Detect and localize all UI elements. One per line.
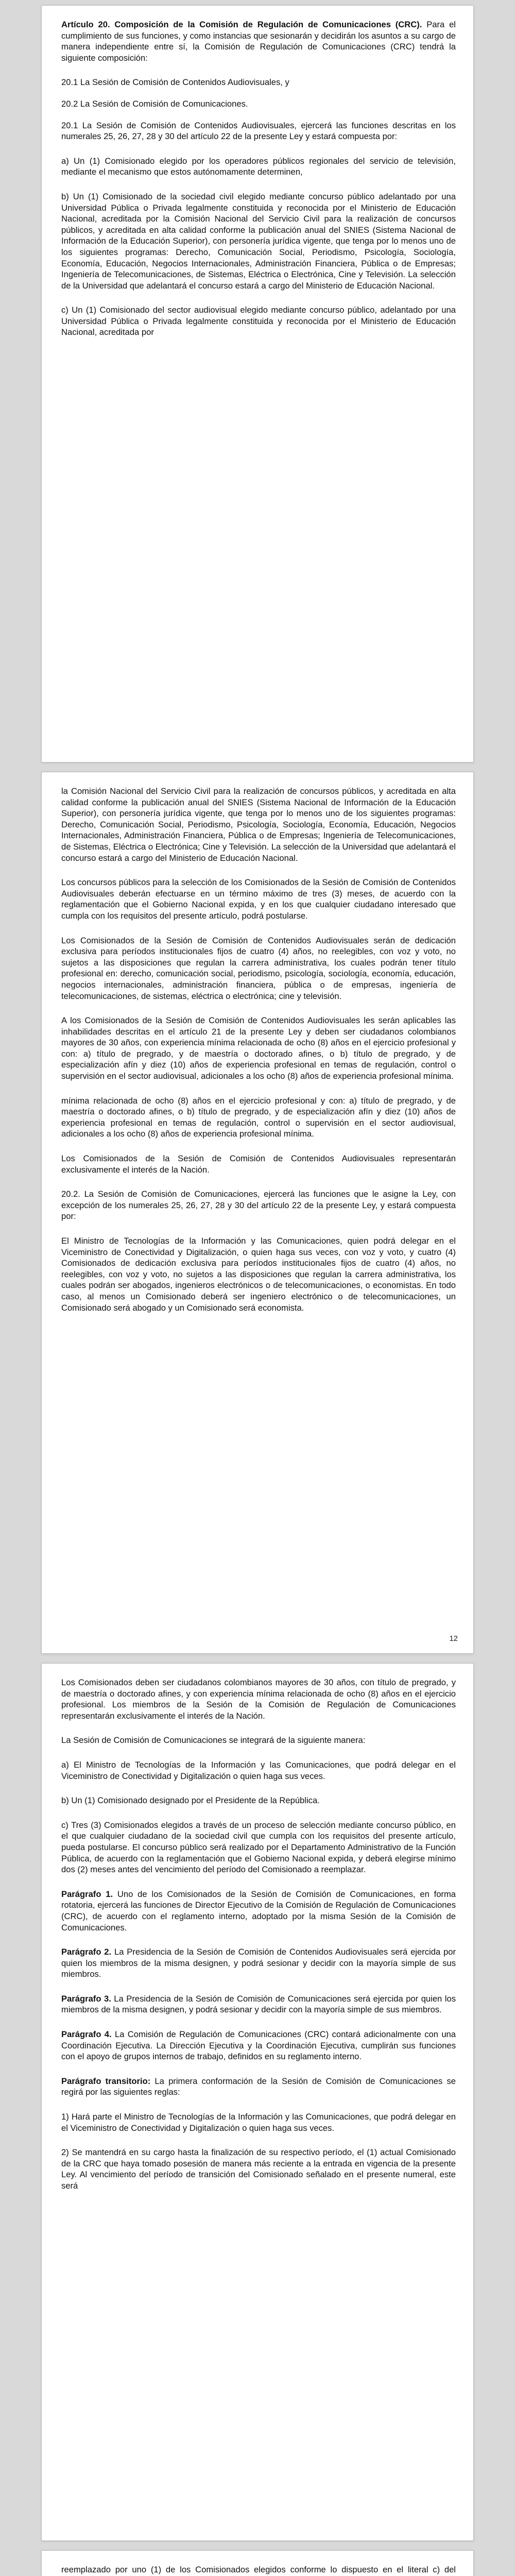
- document-page-4: [41, 2550, 474, 2576]
- paragraph: a) El Ministro de Tecnologías de la Información y las Comunicaciones, que podrá delegar en el Viceministro de Conectividad y Digitalización o quien haga sus veces.: [61, 1759, 456, 1781]
- paragraph: Los Comisionados deben ser ciudadanos colombianos mayores de 30 años, con título de pregrado, y de maestría o doctorado afines, y con experiencia mínima relacionada de ocho (8) años en el ejercicio profesional. Los miembros de la Sesión de la Comisión de Regulación de Comunicaciones representarán exclusivamente el interés de la Nación.: [61, 1677, 456, 1721]
- paragraph: El Ministro de Tecnologías de la Información y las Comunicaciones, quien podrá delegar en el Viceministro de Conectividad y Digitalización, o quien haga sus veces, con voz y voto, y cuatro (4) Comisionados de dedicación exclusiva para períodos institucionales fijos de cuatro (4) años, no reelegibles, con voz y voto, no sujetos a las disposiciones que regulan la carrera administrativa, los cuales podrán ser abogados, ingenieros electrónicos o de telecomunicaciones, o economistas. En todo caso, al menos un Comisionado deberá ser ingeniero electrónico o de telecomunicaciones, un Comisionado será abogado y un Comisionado será economista.: [61, 1236, 456, 1313]
- page-number: 12: [449, 1634, 458, 1643]
- paragrafo-1: [61, 1889, 456, 1933]
- paragraph: b) Un (1) Comisionado de la sociedad civil elegido mediante concurso público adelantado por una Universidad Pública o Privada legalmente constituida y reconocida por el Ministerio de Educación Nacional, acreditada por la Comisión Nacional del Servicio Civil para la realización de concursos públicos, y acreditada en alta calidad conforme la publicación anual del SNIES (Sistema Nacional de Información de la Educación Superior), con personería jurídica vigente, que tenga por lo menos uno de los siguientes programas: Derecho, Comunicación Social, Periodismo, Psicología, Sociología, Economía, Educación, Negocios Internacionales, Administración Financiera, Pública o de Empresas; Ingeniería de Telecomunicaciones, de Sistemas, Eléctrica o Electrónica, Cine y Televisión. La selección de la Universidad que adelantará el concurso estará a cargo del Ministerio de Educación Nacional.: [61, 191, 456, 291]
- paragraph: mínima relacionada de ocho (8) años en el ejercicio profesional y con: a) título de pregrado, y de maestría o doctorado afines, o b) título de pregrado, y de especialización afín y diez (10) años de experiencia profesional en temas de regulación, control o supervisión en el sector audiovisual, adicionales a los ocho (8) años de experiencia profesional mínima.: [61, 1095, 456, 1139]
- paragraph: la Comisión Nacional del Servicio Civil para la realización de concursos públicos, y acreditada en alta calidad conforme la publicación anual del SNIES (Sistema Nacional de Información de la Educación Superior), con personería jurídica vigente, que tenga por lo menos uno de los siguientes programas: Derecho, Comunicación Social, Periodismo, Psicología, Sociología, Economía, Educación, Negocios Internacionales, Administración Financiera, Pública o de Empresas; Ingeniería de Telecomunicaciones, de Sistemas, Eléctrica o Electrónica; Cine y Televisión. La selección de la Universidad que adelantará el concurso estará a cargo del Ministerio de Educación Nacional.: [61, 786, 456, 863]
- paragrafo-text: La Comisión de Regulación de Comunicaciones (CRC) contará adicionalmente con una Coordinación Ejecutiva. La Dirección Ejecutiva y la Coordinación Ejecutiva, cumplirán sus funciones con el apoyo de grupos internos de trabajo, definidos en su reglamento interno.: [61, 2029, 456, 2062]
- paragrafo-label: Parágrafo 3.: [61, 1993, 111, 2004]
- paragraph: 1) Hará parte el Ministro de Tecnologías de la Información y las Comunicaciones, que podrá delegar en el Viceministro de Conectividad y Digitalización o quien haga sus veces.: [61, 2112, 456, 2133]
- document-page-2: [41, 772, 474, 1654]
- paragrafo-label: Parágrafo 1.: [61, 1889, 113, 1899]
- document-page-3: [41, 1663, 474, 2541]
- paragraph: 20.1 La Sesión de Comisión de Contenidos Audiovisuales, ejercerá las funciones descritas en los numerales 25, 26, 27, 28 y 30 del artículo 22 de la presente Ley y estará compuesta por:: [61, 120, 456, 142]
- paragrafo-label: Parágrafo 4.: [61, 2029, 112, 2040]
- paragrafo-text: Uno de los Comisionados de la Sesión de Comisión de Comunicaciones, en forma rotatoria, ejercerá las funciones de Director Ejecutivo de la Comisión de Regulación de Comunicaciones (CRC), de acuerdo con el reglamento interno, adoptado por la misma Sesión de la Comisión de Comunicaciones.: [61, 1889, 456, 1933]
- paragraph: Los Comisionados de la Sesión de Comisión de Contenidos Audiovisuales serán de dedicación exclusiva para períodos institucionales fijos de cuatro (4) años, no reelegibles, con voz y voto, no sujetos a las disposiciones que regulan la carrera administrativa, los cuales podrán tener título profesional en: derecho, comunicación social, periodismo, psicología, sociología, economía, educación, negocios internacionales, administración financiera, pública o de empresas, ingeniería de telecomunicaciones, de sistemas, eléctrica o electrónica; cine y televisión.: [61, 935, 456, 1001]
- paragraph: 20.1 La Sesión de Comisión de Contenidos Audiovisuales, y: [61, 77, 289, 88]
- article-heading: Artículo 20. Composición de la Comisión de Regulación de Comunicaciones (CRC).: [61, 20, 422, 29]
- paragrafo-label: Parágrafo transitorio:: [61, 2076, 151, 2086]
- paragraph: reemplazado por uno (1) de los Comisionados elegidos conforme lo dispuesto en el literal c) del: [61, 2565, 456, 2574]
- paragrafo-text: La Presidencia de la Sesión de Comisión de Comunicaciones será ejercida por quien los miembros de la misma designen, y podrá sesionar y decidir con la mayoría simple de sus miembros.: [61, 1993, 456, 2015]
- paragraph: c) Tres (3) Comisionados elegidos a través de un proceso de selección mediante concurso público, en el que cualquier ciudadano de la sociedad civil que cumpla con los requisitos del presente artículo, pueda postularse. El concurso público será realizado por el Departamento Administrativo de la Función Pública, de acuerdo con la reglamentación que el Gobierno Nacional expida, y deberá elegirse mínimo dos (2) meses antes del vencimiento del período del Comisionado a reemplazar.: [61, 1820, 456, 1875]
- paragrafo-transitorio: [61, 2076, 456, 2098]
- paragraph: b) Un (1) Comisionado designado por el Presidente de la República.: [61, 1795, 320, 1806]
- paragrafo-label: Parágrafo 2.: [61, 1947, 112, 1957]
- paragraph: Los concursos públicos para la selección de los Comisionados de la Sesión de Comisión de Contenidos Audiovisuales deberán efectuarse en un término máximo de tres (3) meses, de acuerdo con la reglamentación que el Gobierno Nacional expida, y en los que cualquier ciudadano interesado que cumpla con los requisitos del presente artículo, podrá postularse.: [61, 877, 456, 921]
- paragraph: A los Comisionados de la Sesión de Comisión de Contenidos Audiovisuales les serán aplicables las inhabilidades descritas en el artículo 21 de la presente Ley y deben ser ciudadanos colombianos mayores de 30 años, con experiencia mínima relacionada de ocho (8) años en el ejercicio profesional y con: a) título de pregrado, y de maestría o doctorado afines, o b) título de pregrado, y de especialización afín y diez (10) años de experiencia profesional en temas de regulación, control o supervisión en el sector audiovisual, adicionales a los ocho (8) años de experiencia profesional mínima.: [61, 1015, 456, 1081]
- paragrafo-4: [61, 2029, 456, 2062]
- paragraph: 20.2 La Sesión de Comisión de Comunicaciones.: [61, 98, 248, 109]
- paragraph: 20.2. La Sesión de Comisión de Comunicaciones, ejercerá las funciones que le asigne la Ley, con excepción de los numerales 25, 26, 27, 28 y 30 del artículo 22 de la presente Ley, y estará compuesta por:: [61, 1189, 456, 1222]
- paragraph: Los Comisionados de la Sesión de Comisión de Contenidos Audiovisuales representarán exclusivamente el interés de la Nación.: [61, 1154, 456, 1175]
- paragrafo-text: La primera conformación de la Sesión de Comisión de Comunicaciones se regirá por las siguientes reglas:: [61, 2076, 456, 2097]
- paragraph: c) Un (1) Comisionado del sector audiovisual elegido mediante concurso público, adelantado por una Universidad Pública o Privada legalmente constituida y reconocida por el Ministerio de Educación Nacional, acreditada por: [61, 305, 456, 337]
- paragraph: a) Un (1) Comisionado elegido por los operadores públicos regionales del servicio de televisión, mediante el mecanismo que estos autónomamente determinen,: [61, 156, 456, 177]
- paragrafo-2: [61, 1946, 456, 1980]
- paragrafo-3: [61, 1993, 456, 2015]
- article-heading-paragraph: [61, 19, 456, 63]
- paragrafo-text: La Presidencia de la Sesión de Comisión de Contenidos Audiovisuales será ejercida por quien los miembros de la misma designen, y podrá sesionar y decidir con la mayoría simple de sus miembros.: [61, 1947, 456, 1979]
- paragraph: 2) Se mantendrá en su cargo hasta la finalización de su respectivo período, el (1) actual Comisionado de la CRC que haya tomado posesión de manera más reciente a la entrada en vigencia de la presente Ley. Al vencimiento del período de transición del Comisionado señalado en el presente numeral, este será: [61, 2147, 456, 2191]
- paragraph: La Sesión de Comisión de Comunicaciones se integrará de la siguiente manera:: [61, 1735, 366, 1745]
- document-page-1: [41, 5, 474, 762]
- article-intro: Para el cumplimiento de sus funciones, y como instancias que sesionarán y decidirán los asuntos a su cargo de manera independiente entre sí, la Comisión de Regulación de Comunicaciones (CRC) tendrá la siguiente composición:: [61, 20, 456, 63]
